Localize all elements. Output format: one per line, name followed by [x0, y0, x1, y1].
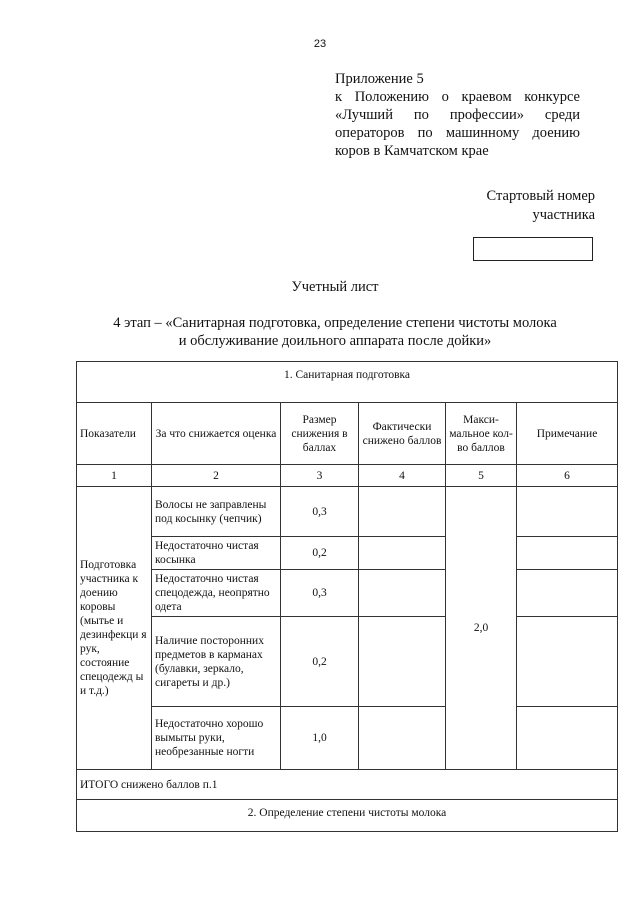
note-cell[interactable]: [517, 570, 618, 617]
actual-cell[interactable]: [359, 570, 446, 617]
appendix-line: операторов по машинному доению: [335, 125, 580, 141]
start-number-line: Стартовый номер: [486, 188, 595, 204]
column-number: 5: [446, 465, 517, 487]
appendix-line: Приложение 5: [335, 71, 424, 87]
actual-cell[interactable]: [359, 487, 446, 537]
note-cell[interactable]: [517, 617, 618, 707]
scoring-table: [76, 361, 618, 832]
appendix-line: к Положению о краевом конкурсе: [335, 89, 580, 105]
start-number-line: участника: [532, 207, 595, 223]
reason-cell: Недостаточно хорошо вымыты руки, необрезанные ногти: [152, 707, 281, 770]
table-row: [77, 707, 618, 770]
stage-title-line: и обслуживание доильного аппарата после дойки»: [178, 333, 492, 349]
header-reduction: Размер снижения в баллах: [281, 403, 359, 465]
table-row: [77, 487, 618, 537]
table-row: [77, 617, 618, 707]
total-label: ИТОГО снижено баллов п.1: [77, 770, 618, 800]
table-row: [77, 570, 618, 617]
start-number-label: [440, 187, 595, 225]
column-number: 2: [152, 465, 281, 487]
actual-cell[interactable]: [359, 617, 446, 707]
reduction-value: 0,3: [281, 570, 359, 617]
reduction-value: 1,0: [281, 707, 359, 770]
actual-cell[interactable]: [359, 707, 446, 770]
header-indicators: Показатели: [77, 403, 152, 465]
actual-cell[interactable]: [359, 537, 446, 570]
note-cell[interactable]: [517, 707, 618, 770]
start-number-box[interactable]: [473, 237, 593, 261]
appendix-line: коров в Камчатском крае: [335, 143, 489, 159]
sheet-title: Учетный лист: [291, 279, 379, 295]
reason-cell: Недостаточно чистая спецодежда, неопрятно одета: [152, 570, 281, 617]
reduction-value: 0,2: [281, 617, 359, 707]
appendix-line: «Лучший по профессии» среди: [335, 107, 580, 123]
note-cell[interactable]: [517, 537, 618, 570]
section-2-header: 2. Определение степени чистоты молока: [77, 800, 618, 832]
group-label: Подготовка участника к доению коровы (мытье и дезинфекци я рук, состояние спецодежд ы и т.д.): [77, 487, 152, 770]
header-reason: За что снижается оценка: [152, 403, 281, 465]
section-1-header: 1. Санитарная подготовка: [77, 362, 618, 403]
table-row: [77, 537, 618, 570]
column-number: 3: [281, 465, 359, 487]
total-row: [77, 770, 618, 800]
column-number: 6: [517, 465, 618, 487]
header-note: Примечание: [517, 403, 618, 465]
max-value: 2,0: [446, 487, 517, 770]
reduction-value: 0,3: [281, 487, 359, 537]
stage-title-line: 4 этап – «Санитарная подготовка, определение степени чистоты молока: [113, 315, 557, 331]
reason-cell: Недостаточно чистая косынка: [152, 537, 281, 570]
reduction-value: 0,2: [281, 537, 359, 570]
appendix-header: [335, 70, 580, 160]
page-number: 23: [313, 38, 327, 50]
reason-cell: Волосы не заправлены под косынку (чепчик): [152, 487, 281, 537]
column-number: 4: [359, 465, 446, 487]
stage-title: [0, 314, 640, 350]
reason-cell: Наличие посторонних предметов в карманах (булавки, зеркало, сигареты и др.): [152, 617, 281, 707]
header-actual: Фактически снижено баллов: [359, 403, 446, 465]
column-number: 1: [77, 465, 152, 487]
note-cell[interactable]: [517, 487, 618, 537]
header-max: Макси-мальное кол-во баллов: [446, 403, 517, 465]
